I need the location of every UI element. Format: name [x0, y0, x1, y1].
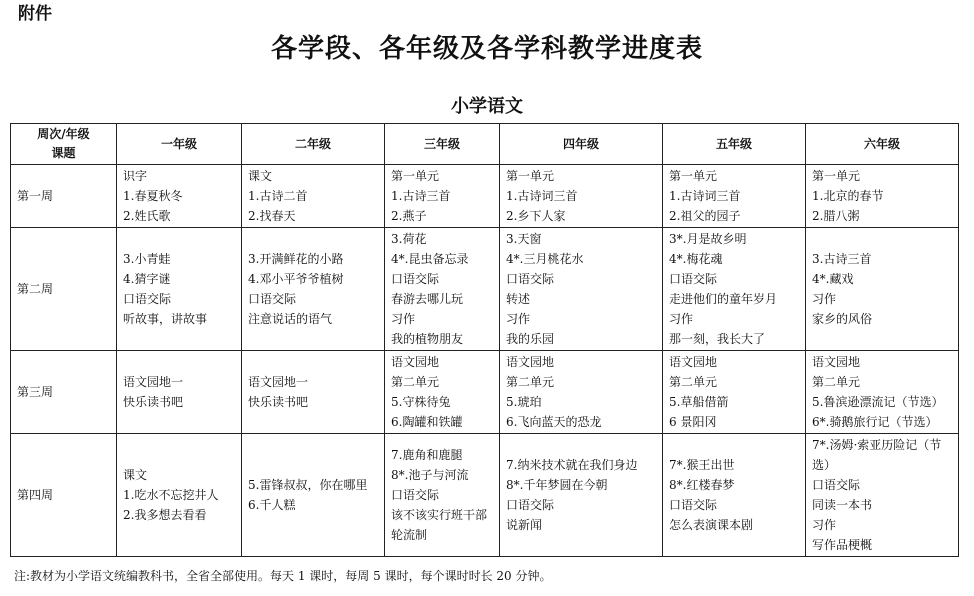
lesson-line: 4*.昆虫备忘录: [391, 252, 469, 266]
lesson-cell: [385, 165, 500, 228]
lesson-cell: [663, 165, 806, 228]
lesson-line: 同读一本书: [812, 498, 873, 512]
lesson-line: 该不该实行班干部轮流制: [391, 508, 488, 542]
week-label-cell: 第二周: [11, 228, 117, 351]
lesson-cell: [385, 351, 500, 434]
lesson-line: 2.燕子: [391, 209, 427, 223]
grade-header-5: 五年级: [663, 124, 806, 165]
lesson-line: 第二单元: [812, 375, 861, 389]
lesson-line: 语文园地一: [248, 375, 309, 389]
lesson-line: 4*.藏戏: [812, 272, 854, 286]
lesson-line: 第二单元: [506, 375, 555, 389]
lesson-line: 2.祖父的园子: [669, 209, 741, 223]
lesson-line: 那一刻，我长大了: [669, 332, 766, 346]
lesson-cell: [500, 165, 663, 228]
grade-header-4: 四年级: [500, 124, 663, 165]
lesson-cell: [806, 165, 959, 228]
lesson-line: 2.我多想去看看: [123, 508, 207, 522]
lesson-cell: [117, 165, 242, 228]
lesson-line: 口语交际: [669, 272, 718, 286]
lesson-line: 第一单元: [669, 169, 718, 183]
lesson-line: 听故事，讲故事: [123, 312, 208, 326]
lesson-line: 2.姓氏歌: [123, 209, 171, 223]
lesson-line: 5.琥珀: [506, 395, 542, 409]
corner-header-cell: [11, 124, 117, 165]
lesson-line: 第一单元: [812, 169, 861, 183]
lesson-line: 写作品梗概: [812, 538, 873, 552]
lesson-line: 口语交际: [248, 292, 297, 306]
lesson-line: 语文园地: [812, 355, 861, 369]
lesson-line: 口语交际: [812, 478, 861, 492]
lesson-line: 1.古诗二首: [248, 189, 308, 203]
lesson-line: 6 景阳冈: [669, 415, 717, 429]
lesson-line: 7*.猴王出世: [669, 458, 735, 472]
lesson-line: 春游去哪儿玩: [391, 292, 464, 306]
corner-header-line2: 课题: [51, 146, 76, 160]
lesson-line: 2.腊八粥: [812, 209, 860, 223]
lesson-line: 6.飞向蓝天的恐龙: [506, 415, 602, 429]
lesson-line: 说新闻: [506, 518, 543, 532]
lesson-line: 快乐读书吧: [123, 395, 184, 409]
lesson-line: 口语交际: [391, 488, 440, 502]
lesson-cell: [500, 434, 663, 557]
lesson-line: 7.纳米技术就在我们身边: [506, 458, 638, 472]
schedule-table: [10, 123, 959, 557]
lesson-cell: [385, 434, 500, 557]
lesson-line: 3.天窗: [506, 232, 542, 246]
lesson-line: 6.陶罐和铁罐: [391, 415, 463, 429]
lesson-cell: [117, 351, 242, 434]
lesson-line: 3*.月是故乡明: [669, 232, 747, 246]
lesson-cell: [117, 434, 242, 557]
table-row: [11, 434, 959, 557]
lesson-line: 口语交际: [506, 498, 555, 512]
lesson-cell: [385, 228, 500, 351]
lesson-cell: [663, 228, 806, 351]
lesson-line: 走进他们的童年岁月: [669, 292, 778, 306]
lesson-line: 1.古诗三首: [391, 189, 451, 203]
lesson-line: 课文: [248, 169, 273, 183]
week-label-cell: 第三周: [11, 351, 117, 434]
lesson-line: 识字: [123, 169, 148, 183]
lesson-line: 5.草船借箭: [669, 395, 729, 409]
lesson-line: 4*.梅花魂: [669, 252, 723, 266]
lesson-line: 2.找春天: [248, 209, 296, 223]
lesson-cell: [500, 351, 663, 434]
lesson-line: 语文园地: [669, 355, 718, 369]
lesson-cell: [117, 228, 242, 351]
lesson-line: 习作: [669, 312, 694, 326]
lesson-line: 转述: [506, 292, 531, 306]
lesson-cell: [663, 351, 806, 434]
lesson-line: 口语交际: [391, 272, 440, 286]
table-row: [11, 228, 959, 351]
lesson-cell: [242, 351, 385, 434]
lesson-line: 5.鲁滨逊漂流记（节选）: [812, 395, 944, 409]
lesson-line: 口语交际: [123, 292, 172, 306]
lesson-line: 8*.池子与河流: [391, 468, 469, 482]
grade-header-1: 一年级: [117, 124, 242, 165]
lesson-line: 我的乐园: [506, 332, 555, 346]
grade-header-6: 六年级: [806, 124, 959, 165]
table-header-row: [11, 124, 959, 165]
week-label-cell: 第一周: [11, 165, 117, 228]
lesson-line: 8*.千年梦圆在今朝: [506, 478, 608, 492]
lesson-line: 7.鹿角和鹿腿: [391, 448, 463, 462]
lesson-line: 口语交际: [669, 498, 718, 512]
section-subtitle: 小学语文: [451, 96, 523, 117]
lesson-line: 怎么表演课本剧: [669, 518, 754, 532]
lesson-line: 8*.红楼春梦: [669, 478, 735, 492]
grade-header-2: 二年级: [242, 124, 385, 165]
week-label-cell: 第四周: [11, 434, 117, 557]
lesson-cell: [806, 434, 959, 557]
lesson-line: 课文: [123, 468, 148, 482]
lesson-line: 语文园地: [506, 355, 555, 369]
lesson-line: 1.古诗词三首: [669, 189, 741, 203]
table-row: [11, 351, 959, 434]
lesson-line: 3.开满鲜花的小路: [248, 252, 344, 266]
lesson-cell: [242, 165, 385, 228]
lesson-line: 第一单元: [506, 169, 555, 183]
corner-header-line1: 周次/年级: [37, 127, 90, 141]
lesson-line: 注意说话的语气: [248, 312, 333, 326]
lesson-line: 习作: [506, 312, 531, 326]
lesson-line: 5.守株待兔: [391, 395, 451, 409]
lesson-line: 1.古诗词三首: [506, 189, 578, 203]
lesson-cell: [806, 351, 959, 434]
lesson-line: 习作: [391, 312, 416, 326]
lesson-line: 口语交际: [506, 272, 555, 286]
grade-header-3: 三年级: [385, 124, 500, 165]
lesson-line: 我的植物朋友: [391, 332, 464, 346]
lesson-line: 习作: [812, 518, 837, 532]
lesson-line: 2.乡下人家: [506, 209, 566, 223]
lesson-line: 第二单元: [669, 375, 718, 389]
lesson-cell: [806, 228, 959, 351]
lesson-line: 快乐读书吧: [248, 395, 309, 409]
lesson-line: 语文园地一: [123, 375, 184, 389]
lesson-cell: [242, 228, 385, 351]
lesson-line: 4.邓小平爷爷植树: [248, 272, 344, 286]
lesson-line: 1.吃水不忘挖井人: [123, 488, 219, 502]
lesson-line: 习作: [812, 292, 837, 306]
lesson-line: 6.千人糕: [248, 498, 296, 512]
attachment-label: 附件: [18, 4, 52, 24]
table-row: [11, 165, 959, 228]
lesson-line: 语文园地: [391, 355, 440, 369]
lesson-cell: [242, 434, 385, 557]
lesson-line: 5.雷锋叔叔，你在哪里: [248, 478, 368, 492]
lesson-line: 第二单元: [391, 375, 440, 389]
lesson-line: 7*.汤姆·索亚历险记（节选）: [812, 438, 942, 472]
lesson-line: 3.荷花: [391, 232, 427, 246]
lesson-line: 第一单元: [391, 169, 440, 183]
lesson-cell: [500, 228, 663, 351]
page-title: 各学段、各年级及各学科教学进度表: [270, 34, 703, 64]
lesson-cell: [663, 434, 806, 557]
lesson-line: 1.北京的春节: [812, 189, 884, 203]
lesson-line: 6*.骑鹅旅行记（节选）: [812, 415, 938, 429]
lesson-line: 家乡的风俗: [812, 312, 873, 326]
footnote: 注:教材为小学语文统编教科书，全省全部使用。每天 1 课时，每周 5 课时，每个课时时长 20 分钟。: [14, 569, 552, 583]
lesson-line: 3.小青蛙: [123, 252, 171, 266]
lesson-line: 4*.三月桃花水: [506, 252, 584, 266]
lesson-line: 4.猜字谜: [123, 272, 171, 286]
lesson-line: 1.春夏秋冬: [123, 189, 183, 203]
lesson-line: 3.古诗三首: [812, 252, 872, 266]
